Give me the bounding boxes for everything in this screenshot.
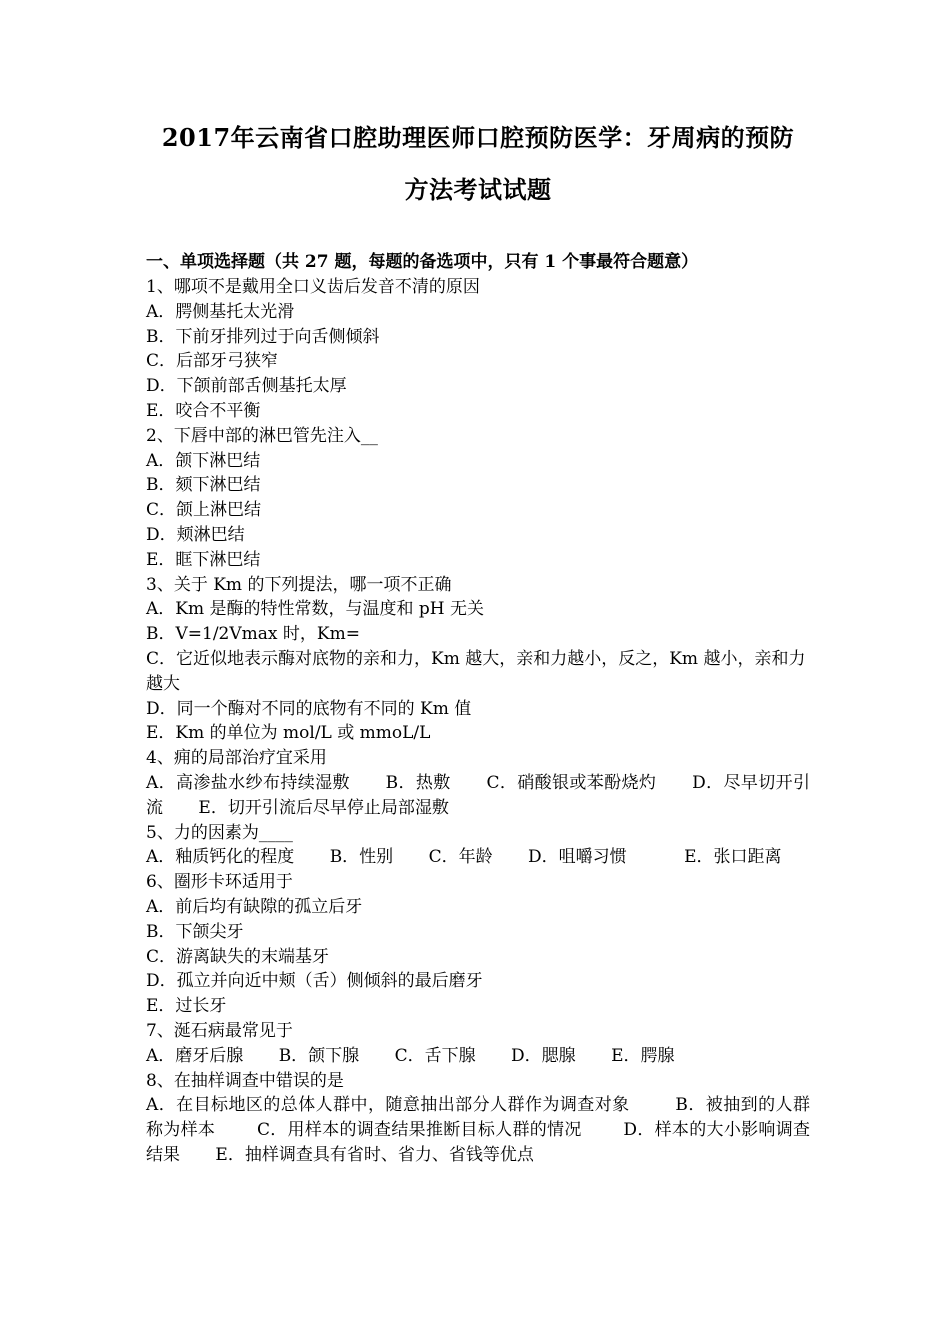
- option-d: D．尽早切开引流: [146, 772, 811, 818]
- option-d: D．同一个酶对不同的底物有不同的 Km 值: [146, 698, 472, 719]
- option-e: E．腭腺: [611, 1045, 675, 1066]
- inline-options: [146, 845, 810, 870]
- option-b: B．性别: [329, 847, 394, 868]
- option-c: C．后部牙弓狭窄: [146, 351, 279, 372]
- inline-options: [146, 1044, 810, 1069]
- title-line-1: 2017年云南省口腔助理医师口腔预防医学：牙周病的预防: [161, 123, 795, 152]
- option-a: A．前后均有缺隙的孤立后牙: [146, 896, 363, 917]
- question-stem: 2、下唇中部的淋巴管先注入__: [146, 425, 378, 446]
- option-c: C．舌下腺: [394, 1045, 476, 1066]
- option-d: D．腮腺: [511, 1045, 576, 1066]
- option-a: A．磨牙后腺: [146, 1045, 244, 1066]
- question-5: [146, 821, 810, 871]
- option-a: A．釉质钙化的程度: [146, 847, 295, 868]
- section-heading: 一、单项选择题（共 27 题，每题的备选项中，只有 1 个事最符合题意）: [146, 252, 699, 272]
- option-d: D．孤立并向近中颊（舌）侧倾斜的最后磨牙: [146, 971, 483, 992]
- option-c: C．它近似地表示酶对底物的亲和力，Km 越大，亲和力越小，反之，Km 越小，亲和力越大: [146, 648, 806, 694]
- question-7: [146, 1019, 810, 1069]
- option-d: D．样本的大小影响调查结果: [146, 1120, 811, 1165]
- option-d: D．咀嚼习惯: [528, 847, 627, 868]
- option-c: C．游离缺失的末端基牙: [146, 946, 330, 967]
- option-b: B．下前牙排列过于向舌侧倾斜: [146, 326, 380, 347]
- question-stem: 4、痈的局部治疗宜采用: [146, 748, 327, 769]
- option-e: E．眶下淋巴结: [146, 549, 261, 570]
- question-stem: 5、力的因素为____: [146, 822, 293, 843]
- option-e: E．切开引流后尽早停止局部湿敷: [198, 797, 449, 818]
- option-c: C．年龄: [428, 847, 493, 868]
- question-2: [146, 424, 810, 573]
- document-title: [146, 112, 810, 216]
- question-4: [146, 746, 810, 820]
- inline-options: [146, 771, 810, 821]
- option-b: B．V=1/2Vmax 时，Km=: [146, 624, 360, 645]
- option-e: E．张口距离: [684, 847, 782, 868]
- inline-options: [146, 1093, 810, 1167]
- title-line-2: 方法考试试题: [404, 175, 552, 204]
- option-a: A．腭侧基托太光滑: [146, 301, 295, 322]
- question-stem: 8、在抽样调查中错误的是: [146, 1070, 344, 1091]
- option-d: D．下颌前部舌侧基托太厚: [146, 376, 347, 397]
- option-c: C．用样本的调查结果推断目标人群的情况: [256, 1120, 582, 1141]
- option-d: D．颊淋巴结: [146, 524, 245, 545]
- option-e: E．Km 的单位为 mol/L 或 mmoL/L: [146, 723, 431, 744]
- question-stem: 6、圈形卡环适用于: [146, 872, 293, 893]
- option-e: E．咬合不平衡: [146, 400, 261, 421]
- question-stem: 3、关于 Km 的下列提法，哪一项不正确: [146, 574, 452, 595]
- option-b: B．下颌尖牙: [146, 921, 244, 942]
- option-a: A．颌下淋巴结: [146, 450, 261, 471]
- option-e: E．抽样调查具有省时、省力、省钱等优点: [215, 1144, 534, 1165]
- option-b: B．被抽到的人群称为样本: [146, 1095, 810, 1141]
- question-6: [146, 870, 810, 1019]
- question-stem: 1、哪项不是戴用全口义齿后发音不清的原因: [146, 277, 480, 297]
- option-b: B．颌下腺: [278, 1045, 360, 1066]
- question-3: [146, 573, 810, 747]
- option-c: C．硝酸银或苯酚烧灼: [486, 772, 657, 793]
- document-page: [146, 112, 810, 1168]
- option-b: B．颏下淋巴结: [146, 475, 261, 496]
- option-a: A．Km 是酶的特性常数，与温度和 pH 无关: [146, 599, 485, 620]
- option-a: A．高渗盐水纱布持续湿敷: [146, 772, 350, 793]
- option-b: B．热敷: [385, 772, 451, 793]
- option-a: A．在目标地区的总体人群中，随意抽出部分人群作为调查对象: [146, 1095, 630, 1116]
- option-c: C．颌上淋巴结: [146, 500, 262, 521]
- question-stem: 7、涎石病最常见于: [146, 1020, 293, 1041]
- option-e: E．过长牙: [146, 996, 227, 1017]
- question-1: [146, 275, 810, 424]
- question-8: [146, 1069, 810, 1168]
